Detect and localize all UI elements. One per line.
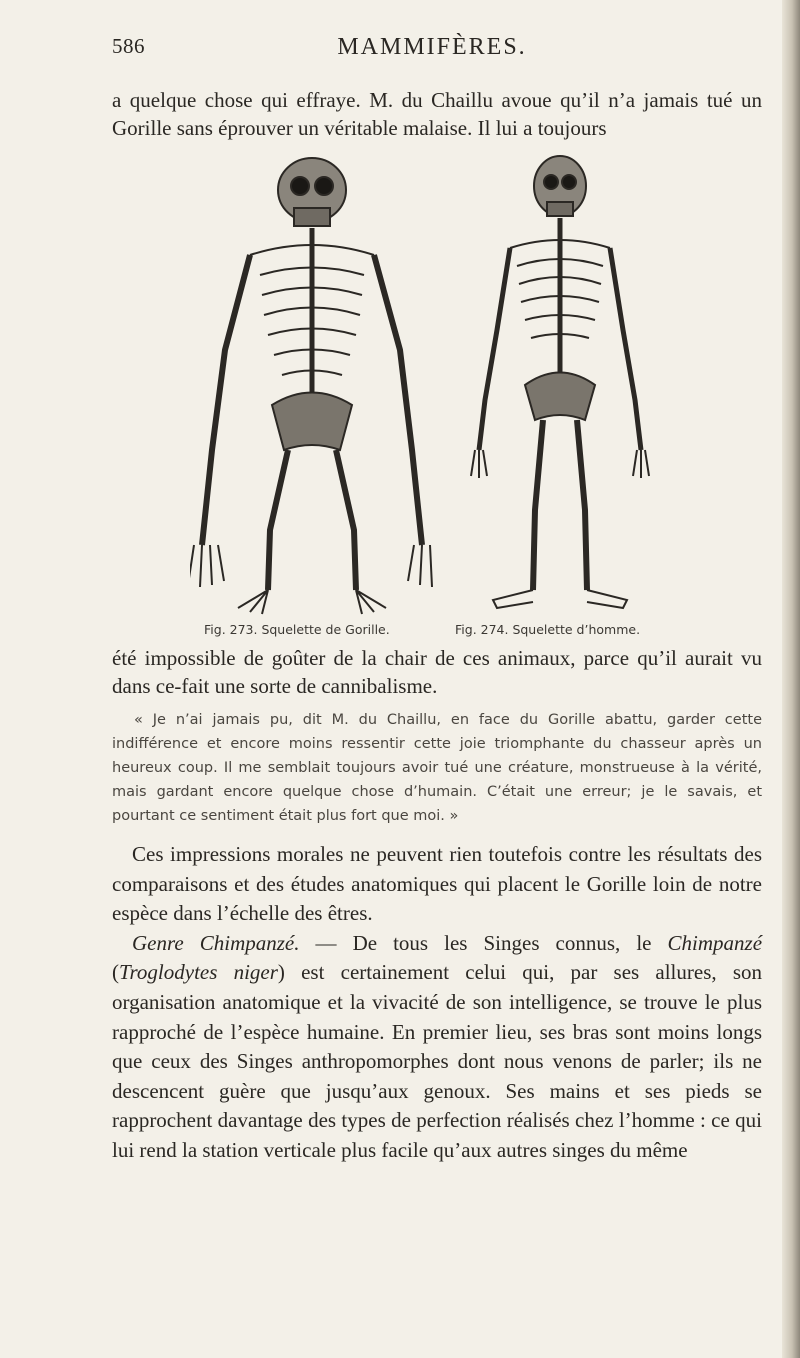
paragraph-3: Ces impressions morales ne peuvent rien toutefois contre les résultats des comparaisons et des études anatomiques qui placent le Gorille loin de notre espèce dans l’échelle des êtres. — [112, 842, 762, 926]
paragraph-4 — [112, 929, 762, 1166]
genre-heading: Genre Chimpanzé. — [132, 930, 300, 955]
chimpanze-term: Chimpanzé — [667, 930, 763, 955]
page-number: 586 — [112, 34, 145, 58]
figure-274-caption: Fig. 274. Squelette d’homme. — [455, 622, 641, 637]
figure-273-caption: Fig. 273. Squelette de Gorille. — [204, 622, 390, 637]
paragraph-lower — [112, 840, 762, 1166]
gorilla-skeleton-illustration — [190, 150, 435, 615]
running-head: MAMMIFÈRES. — [337, 34, 527, 60]
figures — [190, 150, 690, 640]
quote-text: « Je n’ai jamais pu, dit M. du Chaillu, en face du Gorille abattu, garder cette indifférence et encore moins ressentir cette joie triomphante du chasseur après un heureux coup. Il me semblait toujours avoir tué une créature, monstrueuse à la vérité, mais gardant encore quelque chose d’humain. C’était une erreur; je le savais, et pourtant ce sentiment était plus fort que moi. » — [112, 712, 762, 824]
paragraph-mid — [112, 644, 762, 700]
human-skeleton-illustration — [455, 150, 665, 615]
page-header — [112, 34, 752, 64]
page-edge — [782, 0, 800, 1358]
paragraph-4-part-a: — De tous les Singes connus, le — [299, 930, 668, 955]
latin-name: Troglodytes niger — [119, 960, 278, 985]
paragraph-1: a quelque chose qui effraye. M. du Chaillu avoue qu’il n’a jamais tué un Gorille sans éprouver un véritable malaise. Il lui a toujours — [112, 88, 762, 140]
human-skeleton-figure — [455, 150, 665, 615]
paragraph-top — [112, 86, 762, 142]
quote-block — [112, 708, 762, 828]
paragraph-4-part-b: ( — [112, 960, 119, 985]
paragraph-2: été impossible de goûter de la chair de ces animaux, parce qu’il aurait vu dans ce-fait une sorte de cannibalisme. — [112, 646, 762, 698]
gorilla-skeleton-figure — [190, 150, 435, 615]
paragraph-4-part-c: ) est certainement celui qui, par ses allures, son organisation anatomique et la vivacité de son intelligence, se trouve le plus rapproché de l’espèce humaine. En premier lieu, ses bras sont moins longs que ceux des Singes anthropomorphes dont nous venons de parler; ils ne descencent guère que jusqu’aux genoux. Ses mains et ses pieds se rapprochent davantage des types de perfection réalisés chez l’homme : ce qui lui rend la station verticale plus facile qu’aux autres singes du même — [112, 960, 762, 1162]
